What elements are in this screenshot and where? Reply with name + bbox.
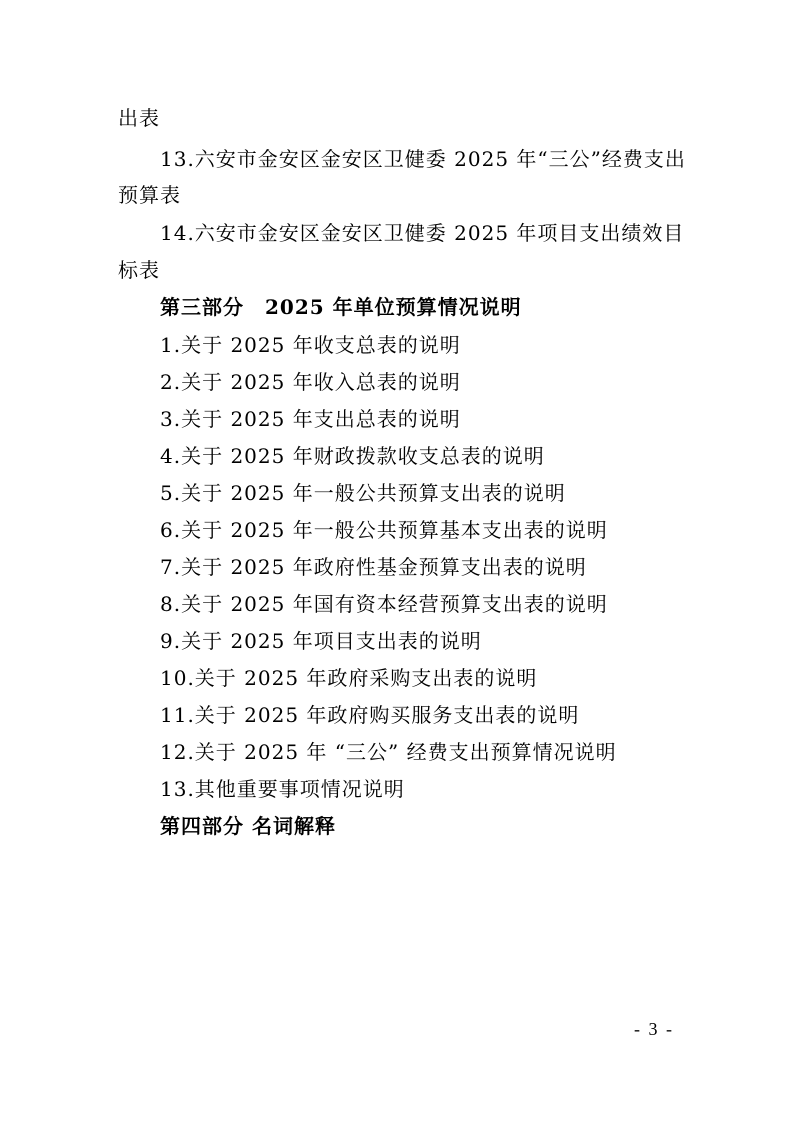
list-item: 3.关于 2025 年支出总表的说明 <box>160 407 461 431</box>
list-item: 4.关于 2025 年财政拨款收支总表的说明 <box>160 444 545 468</box>
list-item: 5.关于 2025 年一般公共预算支出表的说明 <box>160 481 566 505</box>
list-item: 1.关于 2025 年收支总表的说明 <box>160 333 461 357</box>
list-item: 7.关于 2025 年政府性基金预算支出表的说明 <box>160 555 587 579</box>
list-item: 9.关于 2025 年项目支出表的说明 <box>160 629 482 653</box>
list-item: 2.关于 2025 年收入总表的说明 <box>160 370 461 394</box>
section-heading: 第四部分 名词解释 <box>160 814 336 838</box>
text-line: 出表 <box>118 106 160 130</box>
list-item: 8.关于 2025 年国有资本经营预算支出表的说明 <box>160 592 608 616</box>
list-item: 6.关于 2025 年一般公共预算基本支出表的说明 <box>160 518 608 542</box>
list-item: 13.其他重要事项情况说明 <box>160 777 405 801</box>
text-line: 预算表 <box>118 183 181 207</box>
list-item: 12.关于 2025 年 “三公” 经费支出预算情况说明 <box>160 740 617 764</box>
list-item: 10.关于 2025 年政府采购支出表的说明 <box>160 666 538 690</box>
section-heading: 第三部分 2025 年单位预算情况说明 <box>160 295 522 319</box>
text-line: 14.六安市金安区金安区卫健委 2025 年项目支出绩效目 <box>160 221 685 245</box>
list-item: 11.关于 2025 年政府购买服务支出表的说明 <box>160 703 580 727</box>
page-number: - 3 - <box>634 1019 674 1039</box>
text-line: 标表 <box>118 258 160 282</box>
text-line: 13.六安市金安区金安区卫健委 2025 年“三公”经费支出 <box>160 147 686 171</box>
